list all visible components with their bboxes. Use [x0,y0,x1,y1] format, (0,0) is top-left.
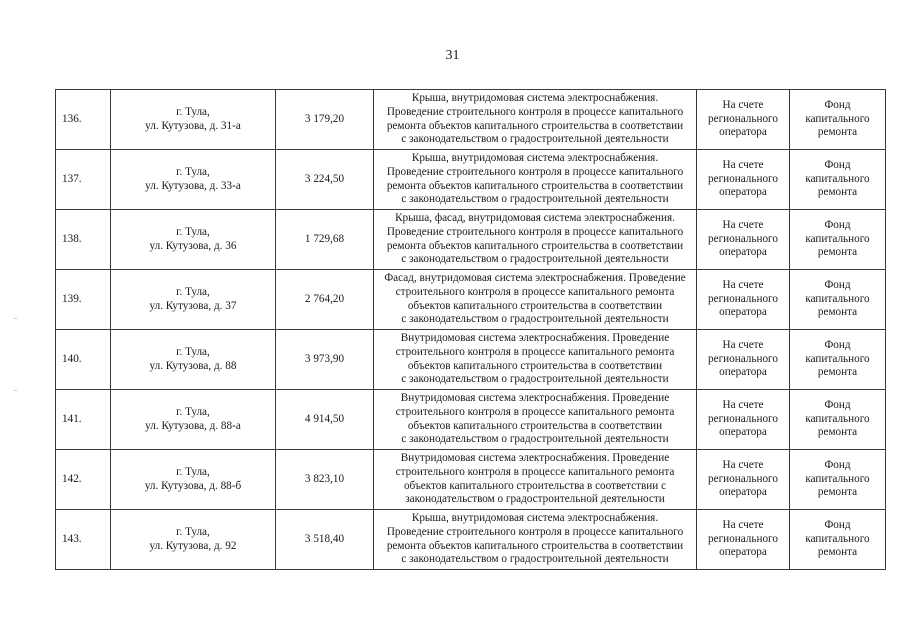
account-line: оператора [719,246,767,259]
works-cell [374,390,697,450]
account-cell [697,450,790,510]
fund-line: капитального [805,532,870,545]
account-line: На счете [722,279,764,292]
fund-line: ремонта [817,546,858,559]
address-cell [111,150,276,210]
works-line: с законодательством о градостроительной деятельности [401,553,669,566]
address-line: ул. Кутузова, д. 36 [149,239,237,252]
works-line: с законодательством о градостроительной деятельности [401,193,669,206]
works-cell [374,330,697,390]
margin-mark [14,390,17,391]
account-line: регионального [708,292,778,305]
address-line: ул. Кутузова, д. 37 [149,299,237,312]
account-line: регионального [708,352,778,365]
fund-line: Фонд [824,519,851,532]
fund-line: капитального [805,472,870,485]
address-line: г. Тула, [176,465,210,478]
row-number-cell: 139. [56,270,111,330]
address-line: ул. Кутузова, д. 88-б [144,479,242,492]
works-line: ремонта объектов капитального строительства в соответствии [386,179,684,192]
account-cell [697,390,790,450]
works-line: объектов капитального строительства в соответствии [407,359,663,372]
area-cell: 4 914,50 [276,390,374,450]
table-row [56,150,886,210]
row-number-cell: 143. [56,510,111,570]
fund-line: Фонд [824,399,851,412]
works-line: ремонта объектов капитального строительства в соответствии [386,239,684,252]
fund-line: капитального [805,112,870,125]
account-cell [697,150,790,210]
works-line: Крыша, внутридомовая система электроснабжения. [411,512,659,525]
account-line: оператора [719,486,767,499]
works-line: с законодательством о градостроительной деятельности [401,433,669,446]
works-cell [374,450,697,510]
account-cell [697,210,790,270]
address-line: г. Тула, [176,405,210,418]
table-row [56,510,886,570]
works-cell [374,90,697,150]
table-row [56,330,886,390]
area-cell: 3 973,90 [276,330,374,390]
fund-line: Фонд [824,339,851,352]
address-line: ул. Кутузова, д. 31-а [145,119,241,132]
account-line: На счете [722,219,764,232]
works-line: объектов капитального строительства в соответствии [407,419,663,432]
account-line: На счете [722,399,764,412]
account-cell [697,90,790,150]
works-line: Крыша, внутридомовая система электроснабжения. [411,92,659,105]
works-line: законодательством о градостроительной деятельности [405,493,665,506]
account-cell [697,270,790,330]
account-line: оператора [719,366,767,379]
account-line: оператора [719,546,767,559]
account-line: регионального [708,232,778,245]
fund-line: Фонд [824,459,851,472]
works-line: с законодательством о градостроительной деятельности [401,313,669,326]
row-number-cell: 137. [56,150,111,210]
fund-cell [790,270,886,330]
works-line: Внутридомовая система электроснабжения. Проведение [400,392,670,405]
account-line: регионального [708,412,778,425]
account-line: регионального [708,112,778,125]
fund-cell [790,390,886,450]
works-line: строительного контроля в процессе капитального ремонта [395,285,675,298]
account-line: регионального [708,532,778,545]
works-line: Крыша, фасад, внутридомовая система электроснабжения. [395,212,675,225]
fund-cell [790,450,886,510]
address-cell [111,390,276,450]
address-line: г. Тула, [176,105,210,118]
works-line: Проведение строительного контроля в процессе капитального [386,105,684,118]
fund-line: капитального [805,412,870,425]
address-cell [111,90,276,150]
address-line: ул. Кутузова, д. 92 [149,539,237,552]
account-cell [697,330,790,390]
works-cell [374,210,697,270]
row-number-cell: 141. [56,390,111,450]
fund-line: Фонд [824,99,851,112]
address-cell [111,330,276,390]
account-line: регионального [708,472,778,485]
account-line: На счете [722,99,764,112]
account-line: На счете [722,519,764,532]
fund-line: ремонта [817,306,858,319]
account-line: На счете [722,339,764,352]
works-line: Проведение строительного контроля в процессе капитального [386,165,684,178]
address-line: г. Тула, [176,225,210,238]
works-line: строительного контроля в процессе капитального ремонта [395,465,675,478]
works-line: Фасад, внутридомовая система электроснабжения. Проведение [384,272,686,285]
repair-works-table [55,89,886,570]
works-line: объектов капитального строительства в соответствии [407,299,663,312]
area-cell: 1 729,68 [276,210,374,270]
row-number-cell: 142. [56,450,111,510]
row-number-cell: 140. [56,330,111,390]
row-number-cell: 138. [56,210,111,270]
fund-line: Фонд [824,279,851,292]
fund-line: ремонта [817,366,858,379]
works-line: Крыша, внутридомовая система электроснабжения. [411,152,659,165]
account-cell [697,510,790,570]
works-line: Внутридомовая система электроснабжения. Проведение [400,332,670,345]
address-line: г. Тула, [176,285,210,298]
fund-line: капитального [805,232,870,245]
fund-cell [790,210,886,270]
works-cell [374,510,697,570]
fund-cell [790,330,886,390]
fund-cell [790,150,886,210]
works-line: с законодательством о градостроительной деятельности [401,133,669,146]
fund-line: капитального [805,292,870,305]
row-number-cell: 136. [56,90,111,150]
address-line: ул. Кутузова, д. 88 [149,359,237,372]
area-cell: 3 224,50 [276,150,374,210]
table-row [56,450,886,510]
works-line: строительного контроля в процессе капитального ремонта [395,405,675,418]
address-cell [111,270,276,330]
page-number: 31 [445,48,460,63]
works-line: с законодательством о градостроительной деятельности [401,373,669,386]
works-line: Проведение строительного контроля в процессе капитального [386,225,684,238]
area-cell: 3 179,20 [276,90,374,150]
works-line: с законодательством о градостроительной деятельности [401,253,669,266]
works-line: ремонта объектов капитального строительства в соответствии [386,539,684,552]
works-line: ремонта объектов капитального строительства в соответствии [386,119,684,132]
fund-cell [790,510,886,570]
fund-line: ремонта [817,486,858,499]
area-cell: 3 518,40 [276,510,374,570]
fund-line: Фонд [824,159,851,172]
address-line: г. Тула, [176,165,210,178]
works-cell [374,270,697,330]
account-line: На счете [722,159,764,172]
fund-cell [790,90,886,150]
table-row [56,270,886,330]
table-row [56,210,886,270]
table-body [56,90,886,570]
fund-line: ремонта [817,246,858,259]
works-cell [374,150,697,210]
fund-line: ремонта [817,186,858,199]
account-line: оператора [719,306,767,319]
area-cell: 3 823,10 [276,450,374,510]
margin-mark [14,318,17,319]
address-cell [111,450,276,510]
address-cell [111,510,276,570]
fund-line: ремонта [817,426,858,439]
address-line: г. Тула, [176,525,210,538]
account-line: оператора [719,426,767,439]
fund-line: ремонта [817,126,858,139]
address-cell [111,210,276,270]
fund-line: капитального [805,352,870,365]
works-line: Проведение строительного контроля в процессе капитального [386,525,684,538]
account-line: оператора [719,186,767,199]
account-line: регионального [708,172,778,185]
address-line: ул. Кутузова, д. 33-а [145,179,241,192]
area-cell: 2 764,20 [276,270,374,330]
table-row [56,390,886,450]
works-line: строительного контроля в процессе капитального ремонта [395,345,675,358]
address-line: ул. Кутузова, д. 88-а [145,419,241,432]
table-row [56,90,886,150]
works-line: объектов капитального строительства в соответствии с [403,479,667,492]
fund-line: капитального [805,172,870,185]
account-line: оператора [719,126,767,139]
account-line: На счете [722,459,764,472]
address-line: г. Тула, [176,345,210,358]
works-line: Внутридомовая система электроснабжения. Проведение [400,452,670,465]
fund-line: Фонд [824,219,851,232]
